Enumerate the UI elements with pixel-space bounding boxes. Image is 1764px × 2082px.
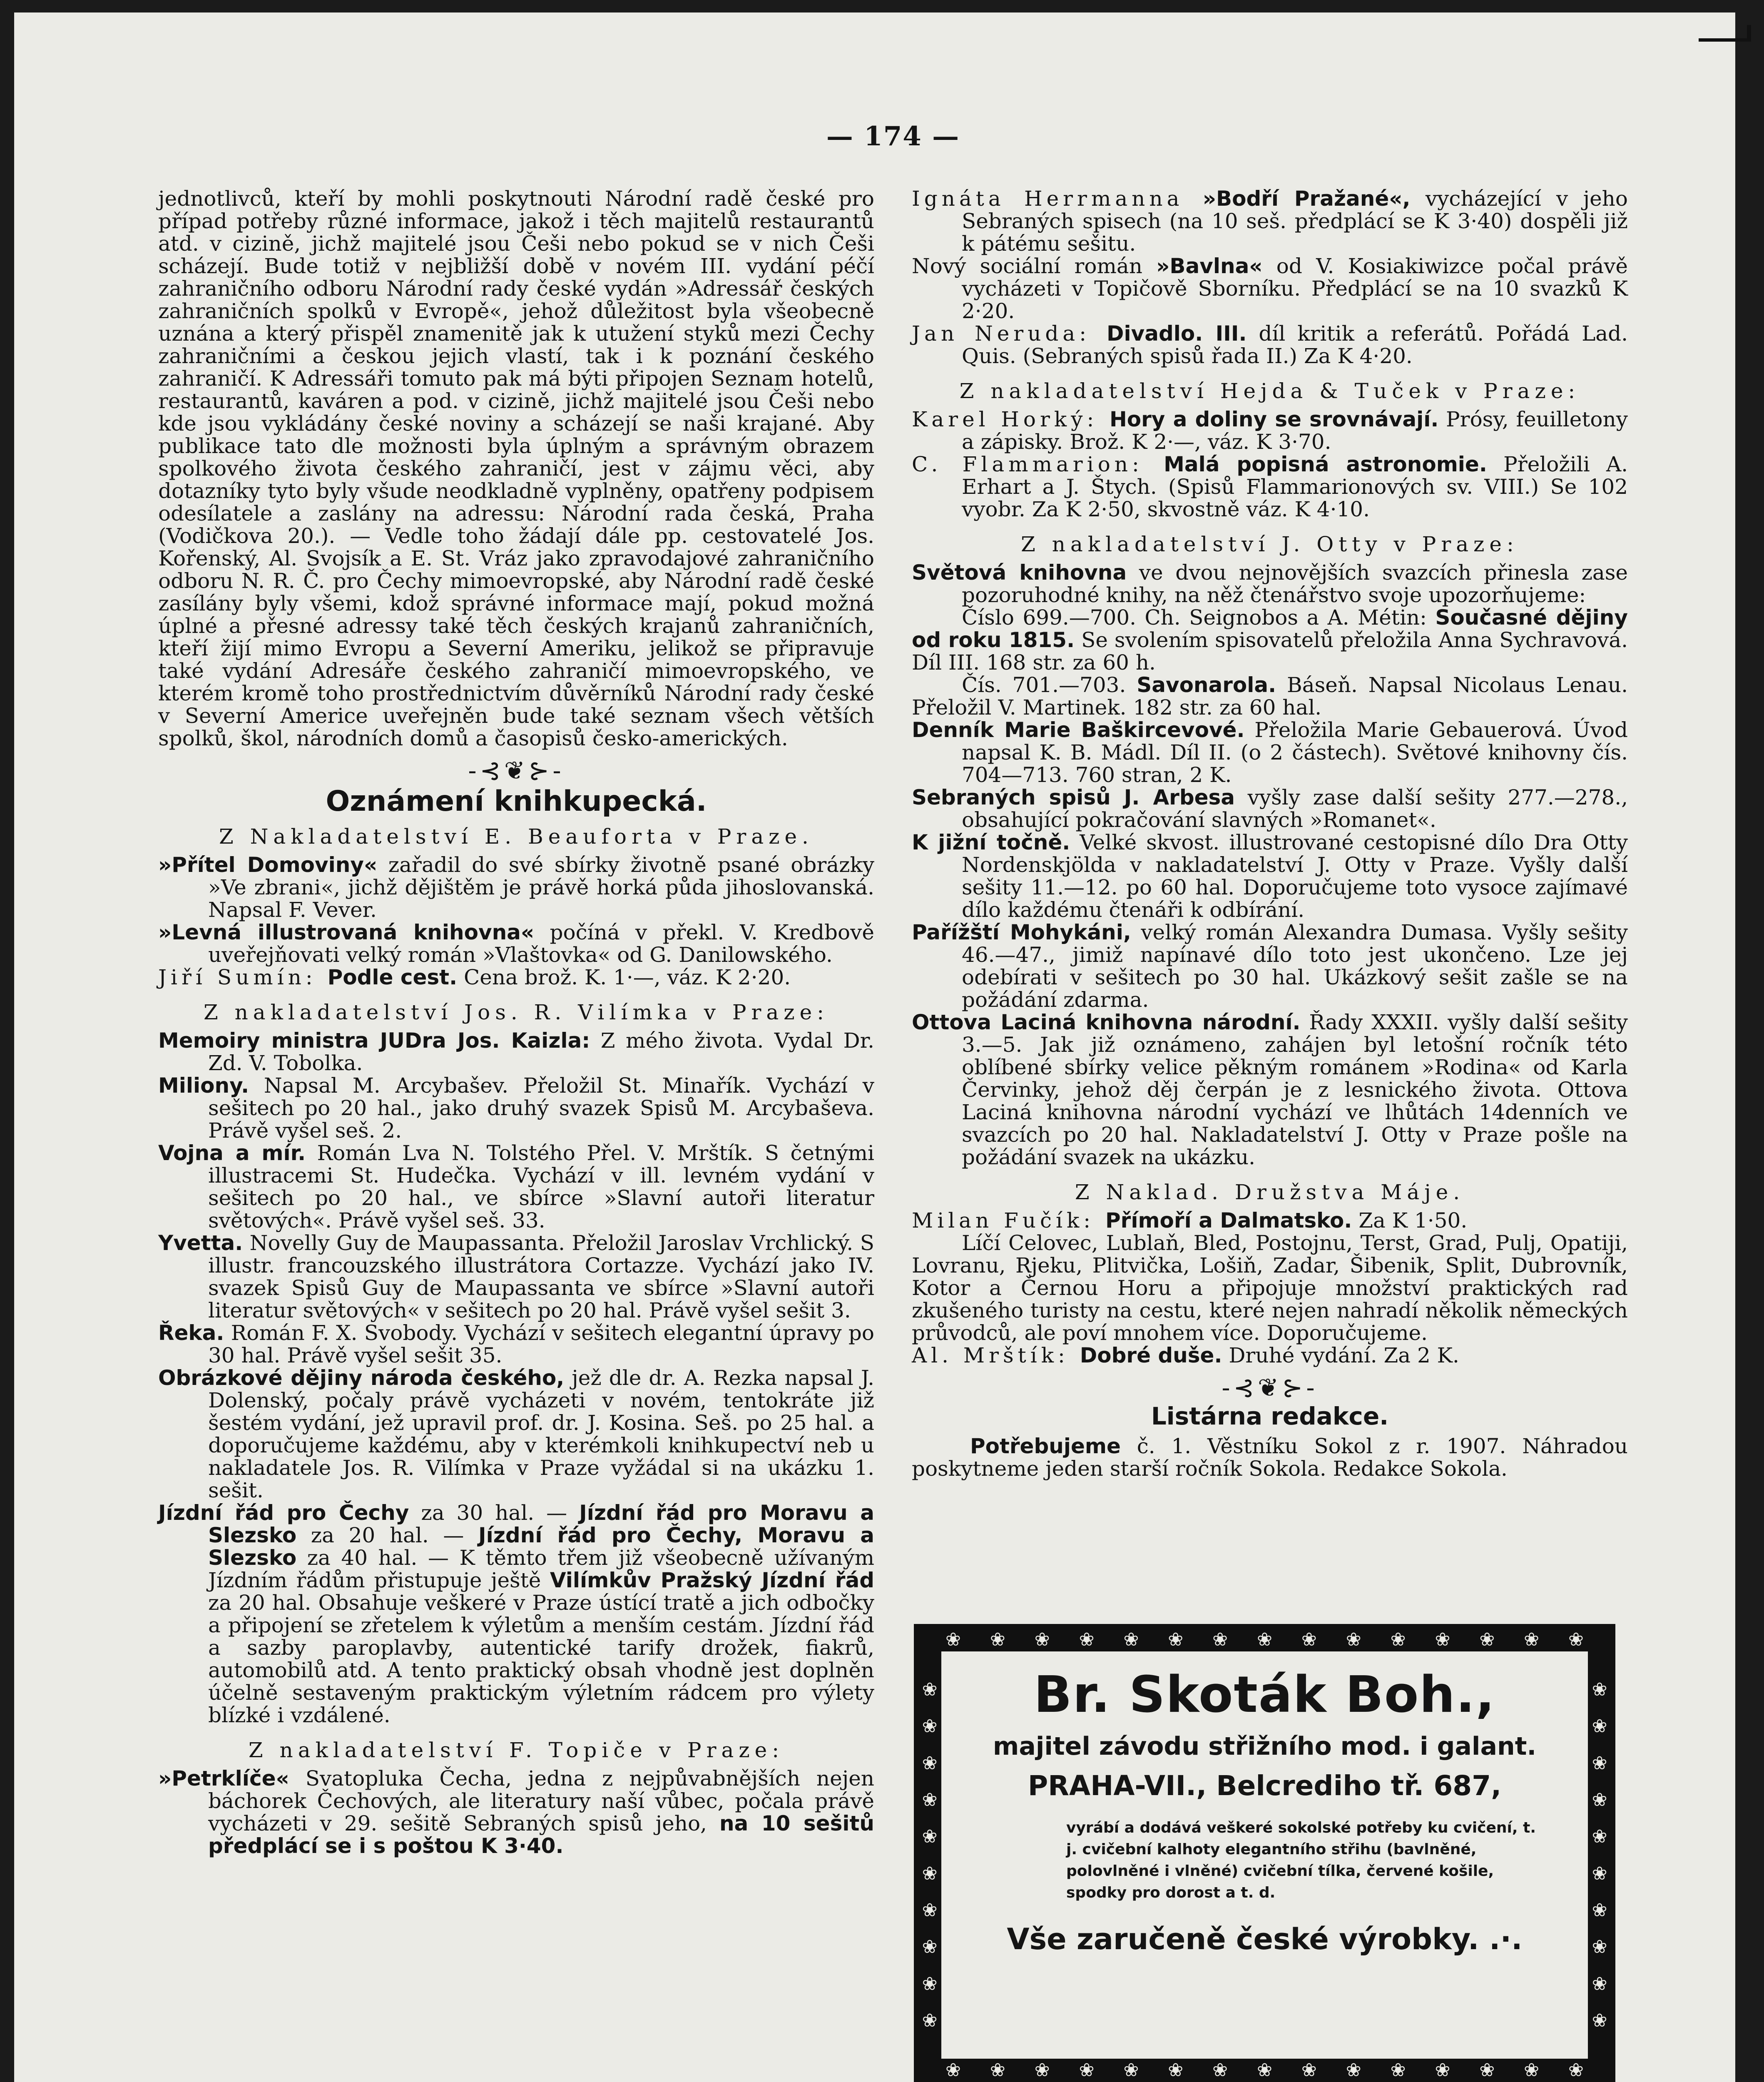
ad-company-name: Br. Skoták Boh.,	[1034, 1666, 1495, 1724]
publisher-heading: Z nakladatelství J. Otty v Praze:	[1021, 532, 1519, 556]
list-item: »Levná illustrovaná knihovna« počíná v překl. V. Kredbově uveřejňovati velký román »Vlaštovka« od G. Danilowského.	[158, 920, 874, 967]
flower-icon: ❀	[1257, 1629, 1272, 1650]
ad-border-top	[941, 1628, 1588, 1651]
page-number: — 174 —	[826, 121, 960, 152]
flower-icon: ❀	[922, 2010, 938, 2031]
flower-icon: ❀	[1390, 1629, 1406, 1650]
flower-icon: ❀	[1592, 1899, 1607, 1921]
list-item: Jiří Sumín: Podle cest. Cena brož. K. 1·—, váz. K 2·20.	[158, 965, 791, 989]
list-item: Karel Horký: Hory a doliny se srovnávají. Prósy, feuilletony a zápisky. Brož. K 2·—, váz. K 3·70.	[912, 407, 1628, 454]
flower-icon: ❀	[1168, 2060, 1184, 2081]
flower-icon: ❀	[1524, 1629, 1540, 1650]
publisher-heading: Z Nakladatelství E. Beauforta v Praze.	[219, 824, 814, 849]
list-item: »Petrklíče« Svatopluka Čecha, jedna z nejpůvabnějších nejen báchorek Čechových, ale literatury naší vůbec, počala právě vycházeti v 29. sešitě Sebraných spisů jeho, na 10 sešitů předplácí se i s poštou K 3·40.	[158, 1766, 874, 1858]
ad-trade-line: majitel závodu střižního mod. i galant.	[993, 1732, 1537, 1761]
list-item: Pařížští Mohykáni, velký román Alexandra Dumasa. Vyšly sešity 46.—47., jimiž napínavé dílo toto jest ukončeno. Lze jej odebírati v sešitech po 30 hal. Ukázkový sešit zašle se na požádání zdarma.	[912, 920, 1628, 1012]
flower-icon: ❀	[1592, 1973, 1607, 1995]
flower-icon: ❀	[1592, 1936, 1607, 1958]
flower-icon: ❀	[1168, 1629, 1184, 1650]
list-item: Sebraných spisů J. Arbesa vyšly zase další sešity 277.—278., obsahující pokračování slavných »Romanet«.	[912, 785, 1628, 832]
flower-icon: ❀	[1592, 1752, 1607, 1774]
flower-icon: ❀	[1123, 2060, 1139, 2081]
flower-icon: ❀	[1079, 2060, 1095, 2081]
list-item: Čís. 701.—703. Savonarola. Báseň. Napsal Nicolaus Lenau. Přeložil V. Martinek. 182 str. za 60 hal.	[912, 673, 1628, 720]
flower-icon: ❀	[1346, 1629, 1361, 1650]
list-item: Milan Fučík: Přímoří a Dalmatsko. Za K 1·50.	[912, 1208, 1468, 1233]
flower-icon: ❀	[1592, 1679, 1607, 1700]
intro-paragraph: jednotlivců, kteří by mohli poskytnouti Národní radě české pro případ potřeby různé informace, jakož i těch majitelů restaurantů atd. v cizině, jichž majitelé jsou Češi nebo pokud se v nich Češi scházejí. Bude totiž v nejbližší době v novém III. vydání péčí zahraničního odboru Národní rady české vydán »Adressář českých zahraničních spolků v Evropě«, jehož důležitost byla všeobecně uznána a který přispěl znamenitě jak k utužení styků mezi Čechy zahraničními a českou jejich vlastí, tak i k poznání českého zahraničí. K Adressáři tomuto pak má býti připojen Seznam hotelů, restaurantů, kaváren a pod. v cizině, jichž majitelé jsou Češi nebo kde jsou vykládány české noviny a scházejí se naši krajané. Aby publikace tato dle možnosti byla úplným a správným obrazem spolkového života českého zahraničí, jest v zájmu věci, aby dotazníky tyto byly všude neodkladně vyplněny, opatřeny podpisem odesílatele a zaslány na adressu: Národní rada česká, Praha (Vodičkova 20.). — Vedle toho žádají dále pp. cestovatelé Jos. Kořenský, Al. Svojsík a E. St. Vráz jako zpravodajové zahraničního odboru N. R. Č. pro Čechy mimoevropské, aby Národní radě české zasílány byly všemi, kdož správné informace mají, pokud možná úplné a přesné adressy také těch českých krajanů zahraničních, kteří žijí mimo Evropu a Severní Ameriku, jelikož se připravuje také vydání Adresáře českého zahraničí mimoevropského, ve kterém kromě toho prostřednictvím důvěrníků Národní rady české v Severní Americe uveřejněn bude také seznam všech větších spolků, škol, národních domů a časopisů česko-amerických.	[158, 187, 874, 750]
flower-icon: ❀	[945, 2060, 961, 2081]
flower-icon: ❀	[1568, 1629, 1584, 1650]
ad-border-bottom	[941, 2059, 1588, 2082]
flower-icon: ❀	[945, 1629, 961, 1650]
list-item: K jižní točně. Velké skvost. illustrované cestopisné dílo Dra Otty Nordenskjölda v nakladatelství J. Otty v Praze. Vyšly další sešity 11.—12. po 60 hal. Doporučujeme toto vysoce zajímavé dílo každému čtenáři k odbírání.	[912, 830, 1628, 922]
flower-icon: ❀	[922, 1973, 938, 1995]
flower-icon: ❀	[922, 1752, 938, 1774]
flower-icon: ❀	[922, 1826, 938, 1848]
flower-icon: ❀	[1390, 2060, 1406, 2081]
flower-icon: ❀	[922, 1899, 938, 1921]
flower-icon: ❀	[922, 1936, 938, 1958]
ad-content	[941, 1651, 1588, 2059]
publisher-heading: Z Naklad. Družstva Máje.	[1075, 1180, 1465, 1204]
list-item: Jízdní řád pro Čechy za 30 hal. — Jízdní řád pro Moravu a Slezsko za 20 hal. — Jízdní řád pro Čechy, Moravu a Slezsko za 40 hal. — K těmto třem již všeobecně užívaným Jízdním řádům přistupuje ještě Vilímkův Pražský Jízdní řád za 20 hal. Obsahuje veškeré v Praze ústící tratě a jich odbočky a připojení se zřetelem k výletům a menším cestám. Jízdní řád a sazby paroplavby, autentické tarify drožek, fiakrů, automobilů atd. A tento praktický obsah vhodně jest doplněn účelně sestaveným praktickým výletním rádcem pro výlety blízké i vzdálené.	[158, 1501, 875, 1727]
left-column	[158, 187, 874, 1857]
list-item: Nový sociální román »Bavlna« od V. Kosiakiwizce počal právě vycházeti v Topičově Sborníku. Předplácí se na 10 svazků K 2·20.	[912, 254, 1628, 323]
list-item: Denník Marie Baškircevové. Přeložila Marie Gebauerová. Úvod napsal K. B. Mádl. Díl II. (o 2 částech). Světové knihovny čís. 704—713. 760 stran, 2 K.	[912, 718, 1628, 787]
list-item: Ottova Laciná knihovna národní. Řady XXXII. vyšly další sešity 3.—5. Jak již oznámeno, zahájen byl letošní ročník této oblíbené sbírky velice pěkným románem »Rodina« od Karla Červinky, jehož děj čerpán je z lesnického života. Ottova Laciná knihovna národní vychází ve lhůtách 14denních ve svazcích po 20 hal. Nakladatelství J. Otty v Praze pošle na požádání svazek na ukázku.	[912, 1010, 1628, 1169]
section-title-letters: Listárna redakce.	[1151, 1402, 1389, 1430]
right-column	[912, 187, 1628, 1480]
flower-icon: ❀	[1524, 2060, 1540, 2081]
ad-description: vyrábí a dodává veškeré sokolské potřeby ku cvičení, t. j. cvičební kalhoty elegantního střihu (bavlněné, polovlněné i vlněné) cvičební tílka, červené košile, spodky pro dorost a t. d.	[1066, 1819, 1536, 1901]
list-item: Řeka. Román F. X. Svobody. Vychází v sešitech elegantní úpravy po 30 hal. Právě vyšel sešit 35.	[158, 1321, 874, 1367]
list-item: Ignáta Herrmanna »Bodří Pražané«, vycházející v jeho Sebraných spisech (na 10 seš. předplácí se K 3·40) dospěli již k pátému sešitu.	[912, 187, 1628, 256]
flower-icon: ❀	[1592, 1716, 1607, 1737]
flower-icon: ❀	[1079, 1629, 1095, 1650]
corner-mark	[1699, 25, 1751, 42]
flower-icon: ❀	[1212, 2060, 1228, 2081]
flower-icon: ❀	[1479, 2060, 1495, 2081]
ad-border-right	[1588, 1675, 1611, 2035]
flower-icon: ❀	[1592, 1789, 1607, 1811]
publisher-heading: Z nakladatelství Hejda & Tuček v Praze:	[959, 379, 1580, 403]
flower-icon: ❀	[922, 1679, 938, 1700]
flower-icon: ❀	[1346, 2060, 1361, 2081]
flower-icon: ❀	[1123, 1629, 1139, 1650]
list-item: Vojna a mír. Román Lva N. Tolstého Přel. V. Mrštík. S četnými illustracemi St. Hudečka. Vychází v ill. levném vydání v sešitech po 20 hal., ve sbírce »Slavní autoři literatur světových«. Právě vyšel seš. 33.	[158, 1141, 874, 1233]
flower-icon: ❀	[922, 1789, 938, 1811]
list-item: Líčí Celovec, Lublaň, Bled, Postojnu, Terst, Grad, Pulj, Opatiji, Lovranu, Rjeku, Plitvička, Lošiň, Zadar, Šibenik, Split, Dubrovník, Kotor a Černou Horu a připojuje množství praktických rad zkušeného turisty na cestu, které nejen nahradí několik německých průvodců, ale poví mnohem více. Doporučujeme.	[912, 1231, 1628, 1345]
editorial-notice: Potřebujeme č. 1. Věstníku Sokol z r. 1907. Náhradou poskytneme jeden starší ročník Sokola. Redakce Sokola.	[912, 1434, 1628, 1481]
flower-icon: ❀	[1257, 2060, 1272, 2081]
list-item: C. Flammarion: Malá popisná astronomie. Přeložili A. Erhart a J. Štych. (Spisů Flammarionových sv. VIII.) Se 102 vyobr. Za K 2·50, skvostně váz. K 4·10.	[912, 452, 1628, 521]
flower-icon: ❀	[1435, 2060, 1451, 2081]
list-item: Memoiry ministra JUDra Jos. Kaizla: Z mého života. Vydal Dr. Zd. V. Tobolka.	[158, 1029, 874, 1075]
advertisement	[914, 1624, 1615, 2082]
publisher-heading: Z nakladatelství Jos. R. Vilímka v Praze:	[203, 1000, 829, 1024]
flower-icon: ❀	[922, 1863, 938, 1884]
list-item: Miliony. Napsal M. Arcybašev. Přeložil St. Minařík. Vychází v sešitech po 20 hal., jako druhý svazek Spisů M. Arcybaševa. Právě vyšel seš. 2.	[158, 1073, 874, 1143]
flower-icon: ❀	[1034, 1629, 1050, 1650]
ad-slogan: Vše zaručeně české výrobky. .·.	[1007, 1922, 1523, 1956]
flower-icon: ❀	[990, 2060, 1005, 2081]
flower-icon: ❀	[922, 1716, 938, 1737]
flower-icon: ❀	[1592, 2010, 1607, 2031]
flower-icon: ❀	[1435, 1629, 1451, 1650]
publisher-heading: Z nakladatelství F. Topiče v Praze:	[248, 1738, 784, 1762]
ad-border-left	[918, 1675, 941, 2035]
flower-icon: ❀	[1301, 2060, 1317, 2081]
flower-icon: ❀	[1592, 1863, 1607, 1884]
list-item: Číslo 699.—700. Ch. Seignobos a A. Métin: Současné dějiny od roku 1815. Se svolením spisovatelů přeložila Anna Sychravová. Díl III. 168 str. za 60 h.	[912, 605, 1628, 675]
ornament-divider: -⊰❦⊱-	[468, 756, 565, 785]
section-title-announcements: Oznámení knihkupecká.	[326, 785, 707, 818]
flower-icon: ❀	[1568, 2060, 1584, 2081]
flower-icon: ❀	[990, 1629, 1005, 1650]
list-item: Obrázkové dějiny národa českého, jež dle dr. A. Rezka napsal J. Dolenský, počaly právě vycházeti v novém, tentokráte již šestém vydání, jež upravil prof. dr. J. Kosina. Seš. po 25 hal. a doporučujeme každému, aby v kterémkoli knihkupectví neb u nakladatele Jos. R. Vilímka v Praze vyžádal si na ukázku 1. sešit.	[158, 1366, 874, 1502]
list-item: Yvetta. Novelly Guy de Maupassanta. Přeložil Jaroslav Vrchlický. S illustr. francouzského illustrátora Cortazze. Vychází jako IV. svazek Spisů Guy de Maupassanta ve sbírce »Slavní autoři literatur světových« v sešitech po 20 hal. Právě vyšel sešit 3.	[158, 1231, 874, 1322]
list-item: Jan Neruda: Divadlo. III. díl kritik a referátů. Pořádá Lad. Quis. (Sebraných spisů řada II.) Za K 4·20.	[912, 321, 1628, 368]
list-item: Světová knihovna ve dvou nejnovějších svazcích přinesla zase pozoruhodné knihy, na něž čtenářstvo svoje upozorňujeme:	[912, 560, 1628, 607]
list-item: Al. Mrštík: Dobré duše. Druhé vydání. Za 2 K.	[912, 1343, 1459, 1367]
flower-icon: ❀	[1301, 1629, 1317, 1650]
list-item: »Přítel Domoviny« zařadil do své sbírky životně psané obrázky »Ve zbrani«, jichž dějištěm je právě horká půda jihoslovanská. Napsal F. Vever.	[158, 853, 874, 922]
ad-address: PRAHA-VII., Belcrediho tř. 687,	[1028, 1770, 1502, 1802]
flower-icon: ❀	[1212, 1629, 1228, 1650]
ornament-divider: -⊰❦⊱-	[1222, 1373, 1318, 1402]
flower-icon: ❀	[1592, 1826, 1607, 1848]
flower-icon: ❀	[1034, 2060, 1050, 2081]
flower-icon: ❀	[1479, 1629, 1495, 1650]
